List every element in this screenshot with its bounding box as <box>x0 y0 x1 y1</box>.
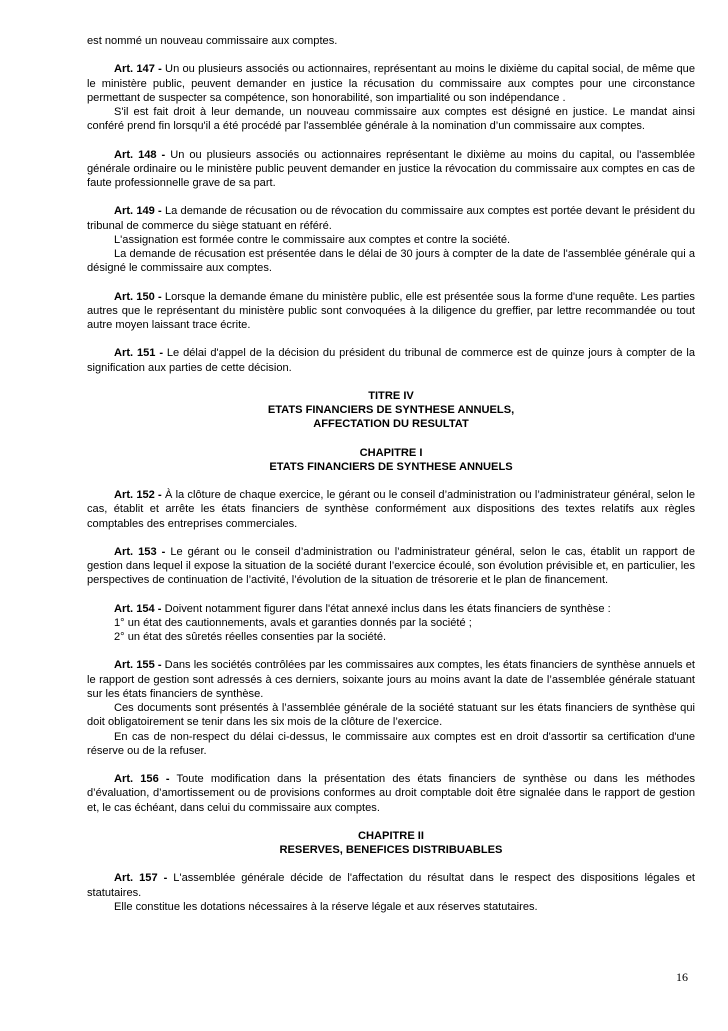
article-label: Art. 154 - <box>114 602 162 615</box>
body-paragraph: Elle constitue les dotations nécessaires à la réserve légale et aux réserves statutaires. <box>114 900 538 913</box>
body-paragraph: S'il est fait droit à leur demande, un nouveau commissaire aux comptes est désigné en justice. Le mandat ainsi conféré prend fin lorsqu'il a été procédé par l'assemblée générale à la nomination d’un commissaire aux comptes. <box>87 106 695 133</box>
article-label: Art. 150 - <box>114 290 162 303</box>
article-text: Le délai d'appel de la décision du président du tribunal de commerce est de quinze jours à compter de la signification aux parties de cette décision. <box>87 347 695 374</box>
body-paragraph: est nommé un nouveau commissaire aux comptes. <box>87 35 338 47</box>
article-label: Art. 155 - <box>114 659 162 672</box>
heading-line: AFFECTATION DU RESULTAT <box>313 418 469 431</box>
article-text: Un ou plusieurs associés ou actionnaires, représentant au moins le dixième du capital social, de même que le ministère public, peuvent demander en justice la récusation du commissaire aux comptes pour une circonstance permettant de suspecter sa compétence, son honorabilité, son impartialité ou son indépendance . <box>87 63 695 104</box>
article-paragraph <box>87 772 695 815</box>
heading-line: TITRE IV <box>368 389 414 402</box>
article-text: La demande de récusation ou de révocation du commissaire aux comptes est portée devant le président du tribunal de commerce du siège statuant en référé. <box>87 205 695 232</box>
article-label: Art. 156 - <box>114 773 170 785</box>
list-item: 2° un état des sûretés réelles consenties par la société. <box>114 631 387 643</box>
article-paragraph <box>87 545 695 588</box>
heading-line: RESERVES, BENEFICES DISTRIBUABLES <box>279 844 503 856</box>
section-heading <box>87 829 695 858</box>
heading-line: CHAPITRE II <box>358 829 424 842</box>
heading-line: ETATS FINANCIERS DE SYNTHESE ANNUELS <box>269 460 513 473</box>
document-page <box>87 34 695 914</box>
article-label: Art. 148 - <box>114 148 166 161</box>
article-paragraph <box>87 290 695 333</box>
article-label: Art. 149 - <box>114 205 162 218</box>
article-paragraph <box>87 204 695 233</box>
article-label: Art. 157 - <box>114 872 168 885</box>
heading-line: ETATS FINANCIERS DE SYNTHESE ANNUELS, <box>267 404 515 416</box>
article-paragraph <box>87 148 695 191</box>
body-paragraph: En cas de non-respect du délai ci-dessus, le commissaire aux comptes est en droit d'assortir sa certification d'une réserve ou de la refuser. <box>87 730 695 757</box>
article-text: Dans les sociétés contrôlées par les commissaires aux comptes, les états financiers de synthèse annuels et le rapport de gestion sont adressés à ces derniers, soixante jours au moins avant la date de l’assemblée générale statuant sur les états financiers de synthèse. <box>87 659 695 700</box>
article-paragraph <box>87 602 695 616</box>
section-heading <box>87 389 695 432</box>
article-paragraph <box>87 62 695 105</box>
article-label: Art. 147 - <box>114 63 162 76</box>
article-text: À la clôture de chaque exercice, le gérant ou le conseil d’administration ou l’administrateur général, selon le cas, établit et arrête les états financiers de synthèse conformément aux dispositions des textes relatifs aux règles comptables des entreprises commerciales. <box>87 489 695 530</box>
article-label: Art. 151 - <box>114 347 164 360</box>
article-text: Doivent notamment figurer dans l'état annexé inclus dans les états financiers de synthèse : <box>161 602 611 615</box>
article-text: Le gérant ou le conseil d’administration ou l’administrateur général, selon le cas, établit un rapport de gestion dans lequel il expose la situation de la société durant l’exercice écoulé, son évolution prévisible et, en particulier, les perspectives de continuation de l’activité, l’évolution de la situation de trésorerie et le plan de financement. <box>87 545 695 587</box>
section-heading <box>87 446 695 475</box>
article-text: Toute modification dans la présentation des états financiers de synthèse ou dans les méthodes d’évaluation, d’amortissement ou de provisions conformes au droit comptable doit être signalée dans le rapport de gestion et, le cas échéant, dans celui du commissaire aux comptes. <box>87 773 695 814</box>
article-text: L'assemblée générale décide de l'affectation du résultat dans le respect des dispositions légales et statutaires. <box>87 872 695 899</box>
article-paragraph <box>87 871 695 900</box>
article-text: Un ou plusieurs associés ou actionnaires représentant le dixième au moins du capital, ou l'assemblée générale ordinaire ou le ministère public peuvent demander en justice la révocation du commissaire aux comptes en cas de faute professionnelle grave de sa part. <box>87 148 695 189</box>
body-paragraph: L'assignation est formée contre le commissaire aux comptes et contre la société. <box>114 233 511 246</box>
list-item: 1° un état des cautionnements, avals et garanties donnés par la société ; <box>114 616 472 629</box>
body-paragraph: La demande de récusation est présentée dans le délai de 30 jours à compter de la date de l'assemblée générale qui a désigné le commissaire aux comptes. <box>87 248 695 275</box>
article-paragraph <box>87 488 695 531</box>
heading-line: CHAPITRE I <box>359 446 423 459</box>
body-paragraph: Ces documents sont présentés à l’assemblée générale de la société statuant sur les états financiers de synthèse qui doit obligatoirement se tenir dans les six mois de la clôture de l’exercice. <box>87 702 695 729</box>
article-label: Art. 153 - <box>114 545 166 558</box>
article-paragraph <box>87 658 695 701</box>
article-label: Art. 152 - <box>114 489 162 501</box>
article-text: Lorsque la demande émane du ministère public, elle est présentée sous la forme d'une requête. Les parties autres que le représentant du ministère public sont convoquées à la diligence du greffier, par lettre recommandée ou tout autre moyen laissant trace écrite. <box>87 290 695 331</box>
page-number: 16 <box>676 970 688 984</box>
article-paragraph <box>87 346 695 375</box>
